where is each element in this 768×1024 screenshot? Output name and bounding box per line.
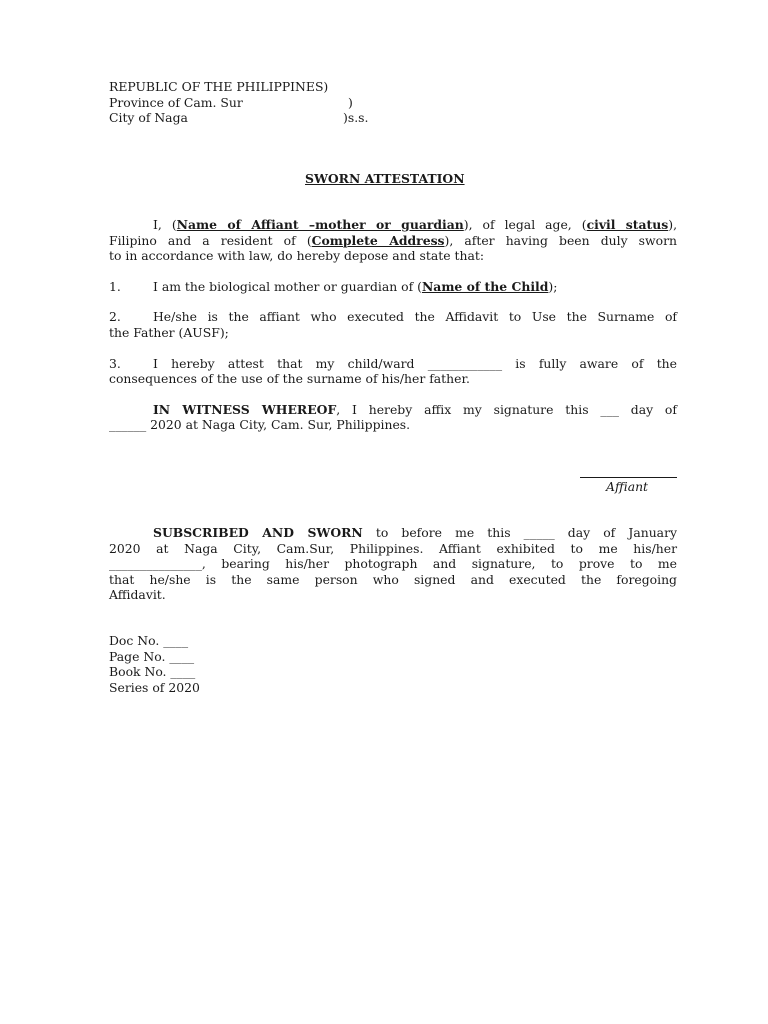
intro-text: I, ( xyxy=(153,217,177,232)
child-name-placeholder: Name of the Child xyxy=(421,279,549,294)
item-1-text-a: I am the biological mother or guardian of ( xyxy=(153,279,422,294)
item-3-line-1: I hereby attest that my child/ward ____________ is fully aware of the xyxy=(153,356,677,371)
affiant-label: Affiant xyxy=(606,479,649,494)
jurat-heading: SUBSCRIBED AND SWORN xyxy=(153,525,363,540)
caption-paren-province: ) xyxy=(348,95,353,110)
intro-text: Filipino and a resident of ( xyxy=(109,233,312,248)
intro-text: ), after having been duly sworn xyxy=(444,233,677,248)
witness-text: , I hereby affix my signature this ___ day of xyxy=(336,402,677,417)
series-year: Series of 2020 xyxy=(109,680,200,695)
caption-line-republic: REPUBLIC OF THE PHILIPPINES) xyxy=(109,79,329,94)
book-number: Book No. ____ xyxy=(109,664,196,679)
item-3-line-2: consequences of the use of the surname of his/her father. xyxy=(109,371,470,386)
intro-line-1 xyxy=(153,217,677,233)
caption-line-city: City of Naga xyxy=(109,110,188,125)
witness-line-1 xyxy=(153,402,677,418)
intro-line-2 xyxy=(109,233,677,249)
witness-line-2: ______ 2020 at Naga City, Cam. Sur, Philippines. xyxy=(109,417,411,432)
affiant-name-placeholder: Name of Affiant –mother or guardian xyxy=(176,217,464,232)
caption-ss: )s.s. xyxy=(343,110,369,125)
document-title: SWORN ATTESTATION xyxy=(305,171,465,186)
jurat-text: to before me this _____ day of January xyxy=(375,525,677,540)
jurat-line-2: 2020 at Naga City, Cam.Sur, Philippines. Affiant exhibited to me his/her xyxy=(109,541,677,556)
affiant-signature-line xyxy=(580,477,677,478)
intro-text: ), of legal age, ( xyxy=(463,217,587,232)
item-1-number: 1. xyxy=(109,279,121,294)
doc-number: Doc No. ____ xyxy=(109,633,189,648)
item-3-number: 3. xyxy=(109,356,121,371)
intro-text: ), xyxy=(668,217,678,232)
item-2-line-1: He/she is the affiant who executed the Affidavit to Use the Surname of xyxy=(153,309,677,324)
witness-heading: IN WITNESS WHEREOF xyxy=(153,402,337,417)
jurat-line-5: Affidavit. xyxy=(109,587,166,602)
jurat-line-4: that he/she is the same person who signed and executed the foregoing xyxy=(109,572,677,587)
caption-line-province: Province of Cam. Sur xyxy=(109,95,243,110)
item-2-line-2: the Father (AUSF); xyxy=(109,325,229,340)
page-number: Page No. ____ xyxy=(109,649,195,664)
item-2-number: 2. xyxy=(109,309,121,324)
item-1-text-c: ); xyxy=(548,279,558,294)
address-placeholder: Complete Address xyxy=(311,233,445,248)
jurat-line-3: _______________, bearing his/her photograph and signature, to prove to me xyxy=(109,556,677,571)
intro-line-3: to in accordance with law, do hereby depose and state that: xyxy=(109,248,485,263)
jurat-line-1 xyxy=(153,525,677,541)
civil-status-placeholder: civil status xyxy=(586,217,669,232)
item-1-text xyxy=(153,279,557,295)
